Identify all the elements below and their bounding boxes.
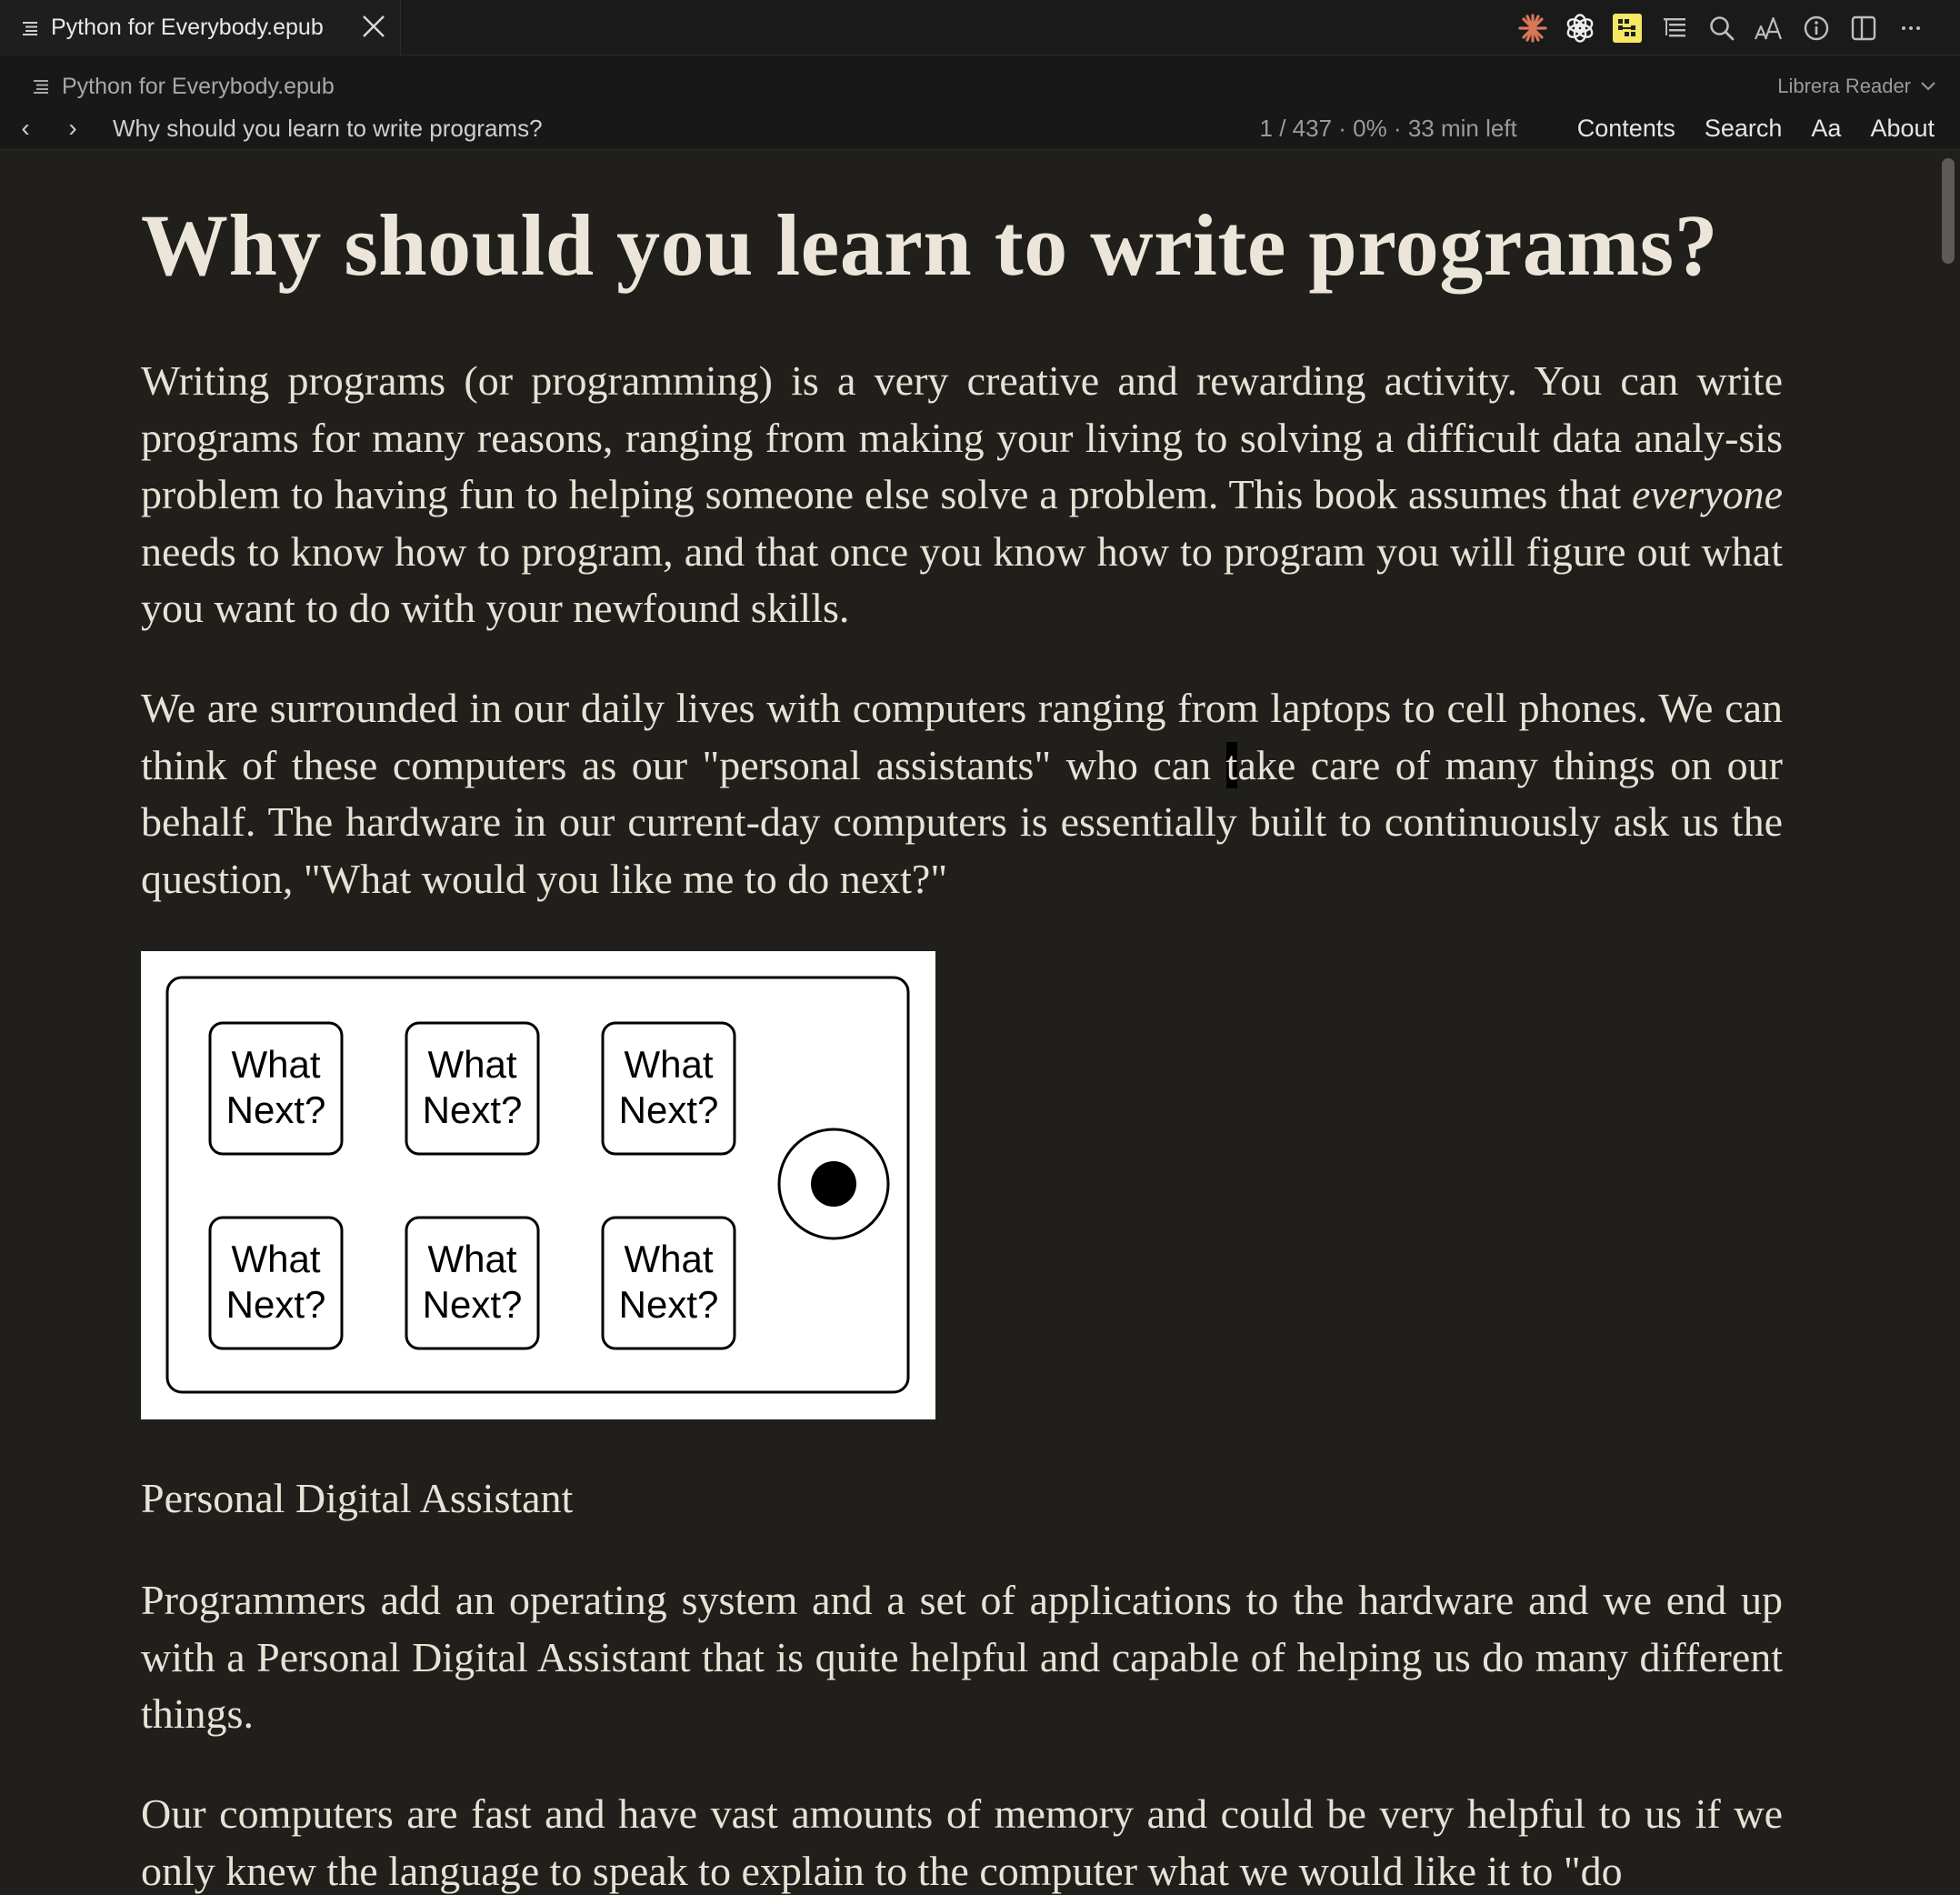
search-link[interactable]: Search (1704, 114, 1783, 142)
what-next-label: What (427, 1238, 517, 1280)
what-next-box (603, 1218, 735, 1349)
what-next-label: Next? (618, 1283, 719, 1326)
breadcrumb-label: Python for Everybody.epub (62, 73, 335, 99)
more-icon[interactable] (1887, 5, 1935, 52)
split-view-icon[interactable] (1840, 5, 1887, 52)
what-next-label: What (231, 1043, 321, 1086)
openai-icon[interactable] (1556, 5, 1604, 52)
what-next-label: What (231, 1238, 321, 1280)
tab-python-for-everybody[interactable] (0, 0, 401, 55)
figure-diagram (141, 951, 935, 1419)
reader-header (0, 55, 1960, 150)
contents-link[interactable]: Contents (1576, 114, 1675, 142)
paragraph-4: Our computers are fast and have vast amounts of memory and could be very helpful to us if we only knew the language to speak to explain to the computer what we would like it to "do (141, 1790, 1783, 1894)
info-icon[interactable] (1793, 5, 1840, 52)
personal-assistant-figure (141, 951, 935, 1419)
next-page-button[interactable]: › (68, 114, 77, 142)
what-next-box (603, 1023, 735, 1154)
scrollbar-thumb[interactable] (1942, 158, 1955, 264)
what-next-label: Next? (225, 1088, 326, 1131)
viewer-select[interactable] (1777, 65, 1936, 108)
paragraph-2 (141, 680, 1783, 907)
what-next-label: What (427, 1043, 517, 1086)
viewer-select-label: Librera Reader (1777, 75, 1911, 97)
tab-title: Python for Everybody.epub (51, 15, 324, 40)
what-next-box (210, 1023, 342, 1154)
chevron-down-icon (1920, 81, 1936, 92)
what-next-label: Next? (422, 1283, 523, 1326)
reading-progress: 1 / 437 · 0% · 33 min left (1259, 114, 1517, 142)
chapter-heading: Why should you learn to write programs? (141, 196, 1719, 294)
outline-icon[interactable] (1651, 5, 1698, 52)
what-next-box (406, 1023, 538, 1154)
document-lines-icon (22, 20, 38, 36)
search-icon[interactable] (1698, 5, 1745, 52)
document-lines-icon (33, 78, 49, 95)
breadcrumb[interactable] (33, 65, 335, 108)
plugin-icon[interactable] (1604, 5, 1651, 52)
what-next-label: Next? (422, 1088, 523, 1131)
paragraph-text: needs to know how to program, and that once you know how to program you will figure out what you want to do with your newfound skills. (141, 527, 1783, 631)
what-next-label: Next? (618, 1088, 719, 1131)
what-next-label: What (624, 1043, 714, 1086)
font-settings-link[interactable]: Aa (1811, 114, 1842, 142)
text-cursor: t (1225, 741, 1238, 788)
paragraph-text: Writing programs (or programming) is a very creative and rewarding activity. You can write programs for many reasons, ranging from making your living to solving a difficult data analy-sis problem to having fun to helping someone else solve a problem. This book assumes that (141, 357, 1783, 517)
figure-caption: Personal Digital Assistant (141, 1475, 574, 1521)
nav-right (1260, 108, 1935, 148)
what-next-box (210, 1218, 342, 1349)
chapter-nav (0, 108, 1960, 148)
chapter-title: Why should you learn to write programs? (113, 114, 543, 142)
close-icon[interactable] (360, 13, 387, 40)
claude-icon[interactable] (1509, 5, 1556, 52)
about-link[interactable]: About (1870, 114, 1935, 142)
reading-pane[interactable] (0, 151, 1960, 1895)
toolbar (1509, 0, 1935, 55)
paragraph-text: ake care of many things on our behalf. The hardware in our current-day computers is essentially built to continuously ask us the question, "What would you like me to do next?" (141, 741, 1784, 902)
what-next-label: What (624, 1238, 714, 1280)
paragraph-1 (141, 353, 1783, 637)
figure-button-inner (811, 1161, 856, 1207)
prev-page-button[interactable]: ‹ (21, 114, 30, 142)
what-next-box (406, 1218, 538, 1349)
paragraph-text: We are surrounded in our daily lives with computers ranging from laptops to cell phones. We can think of these computers as our "personal assistants" who can (141, 685, 1783, 788)
paragraph-3: Programmers add an operating system and a set of applications to the hardware and we end up with a Personal Digital Assistant that is quite helpful and capable of helping us do many different things. (141, 1577, 1783, 1737)
font-size-icon[interactable] (1745, 5, 1793, 52)
emphasis-text: everyone (1632, 471, 1783, 517)
tab-bar (0, 0, 1960, 55)
scrollbar[interactable] (1938, 151, 1960, 1895)
what-next-label: Next? (225, 1283, 326, 1326)
